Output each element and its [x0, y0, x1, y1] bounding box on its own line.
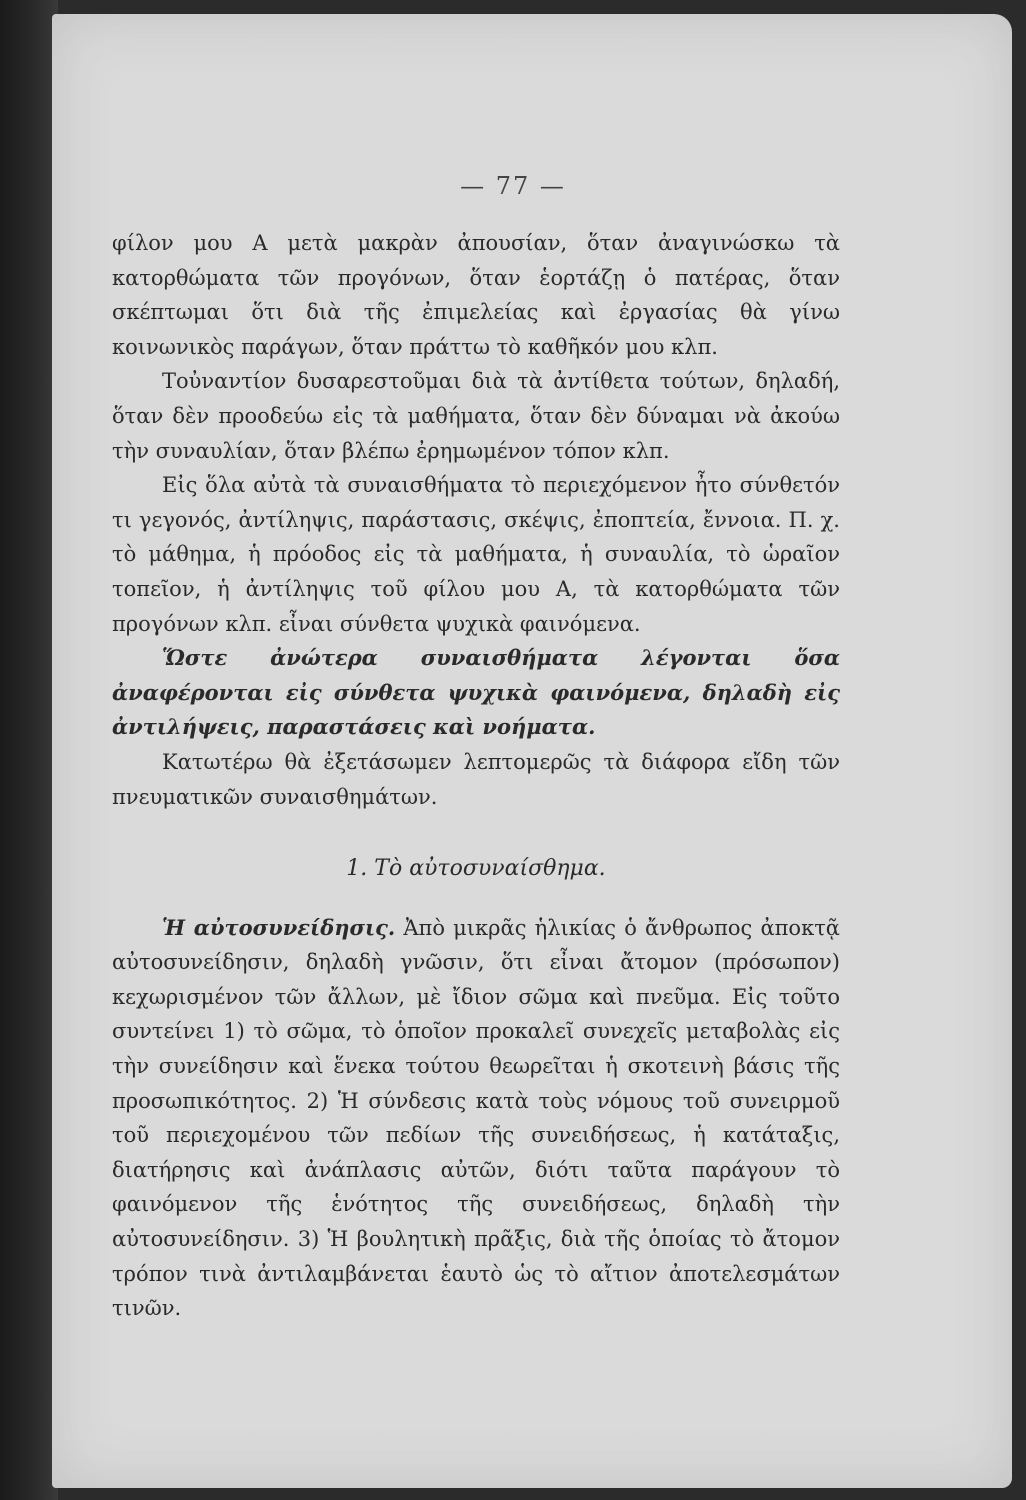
- paragraph-1: φίλον μου Α μετὰ μακρὰν ἀπουσίαν, ὅταν ἀναγινώσκω τὰ κατορθώματα τῶν προγόνων, ὅταν ἑορτάζῃ ὁ πατέρας, ὅταν σκέπτωμαι ὅτι διὰ τῆς ἐπιμελείας καὶ ἐργασίας θὰ γίνω κοινωνικὸς παράγων, ὅταν πράττω τὸ καθῆκόν μου κλπ.: [112, 231, 840, 359]
- paragraph-lead: Ἡ αὐτοσυνείδησις.: [162, 914, 396, 940]
- paragraph-body: Ἀπὸ μικρᾶς ἡλικίας ὁ ἄνθρωπος ἀποκτᾷ αὐτοσυνείδησιν, δηλαδὴ γνῶσιν, ὅτι εἶναι ἄτομον (πρόσωπον) κεχωρισμένον τῶν ἄλλων, μὲ ἴδιον σῶμα καὶ πνεῦμα. Εἰς τοῦτο συντείνει 1) τὸ σῶμα, τὸ ὁποῖον προκαλεῖ συνεχεῖς μεταβολὰς εἰς τὴν συνείδησιν καὶ ἕνεκα τούτου θεωρεῖται ἡ σκοτεινὴ βάσις τῆς προσωπικότητος. 2) Ἡ σύνδεσις κατὰ τοὺς νόμους τοῦ συνειρμοῦ τοῦ περιεχομένου τῶν πεδίων τῆς συνειδήσεως, ἡ κατάταξις, διατήρησις καὶ ἀνάπλασις αὐτῶν, διότι ταῦτα παράγουν τὸ φαινόμενον τῆς ἑνότητος τῆς συνειδήσεως, δηλαδὴ τὴν αὐτοσυνείδησιν. 3) Ἡ βουλητικὴ πρᾶξις, διὰ τῆς ὁποίας τὸ ἄτομον τρόπον τινὰ ἀντιλαμβάνεται ἑαυτὸ ὡς τὸ αἴτιον ἀποτελεσμάτων τινῶν.: [112, 915, 840, 1321]
- page-number: — 77 —: [460, 172, 566, 200]
- paragraph-3: Εἰς ὅλα αὐτὰ τὰ συναισθήματα τὸ περιεχόμενον ἦτο σύνθετόν τι γεγονός, ἀντίληψις, παράστασις, σκέψις, ἐποπτεία, ἔννοια. Π. χ. τὸ μάθημα, ἡ πρόοδος εἰς τὰ μαθήματα, ἡ συναυλία, τὸ ὡραῖον τοπεῖον, ἡ ἀντίληψις τοῦ φίλου μου Α, τὰ κατορθώματα τῶν προγόνων κλπ. εἶναι σύνθετα ψυχικὰ φαινόμενα.: [112, 473, 840, 636]
- body-text: [112, 226, 840, 1326]
- paragraph-self-consciousness: [112, 911, 840, 1326]
- paragraph-2: Τοὐναντίον δυσαρεστοῦμαι διὰ τὰ ἀντίθετα τούτων, δηλαδή, ὅταν δὲν προοδεύω εἰς τὰ μαθήματα, ὅταν δὲν δύναμαι νὰ ἀκούω τὴν συναυλίαν, ὅταν βλέπω ἐρημωμένον τόπον κλπ.: [112, 369, 840, 463]
- section-heading: 1. Τὸ αὐτοσυναίσθημα.: [346, 856, 606, 882]
- paragraph-5: Κατωτέρω θὰ ἐξετάσωμεν λεπτομερῶς τὰ διάφορα εἴδη τῶν πνευματικῶν συναισθημάτων.: [112, 749, 840, 809]
- paragraph-definition: Ὥστε ἀνώτερα συναισθήματα λέγονται ὅσα ἀναφέρονται εἰς σύνθετα ψυχικὰ φαινόμενα, δηλαδὴ εἰς ἀντιλήψεις, παραστάσεις καὶ νοήματα.: [112, 645, 840, 740]
- scan-left-edge: [0, 0, 58, 1500]
